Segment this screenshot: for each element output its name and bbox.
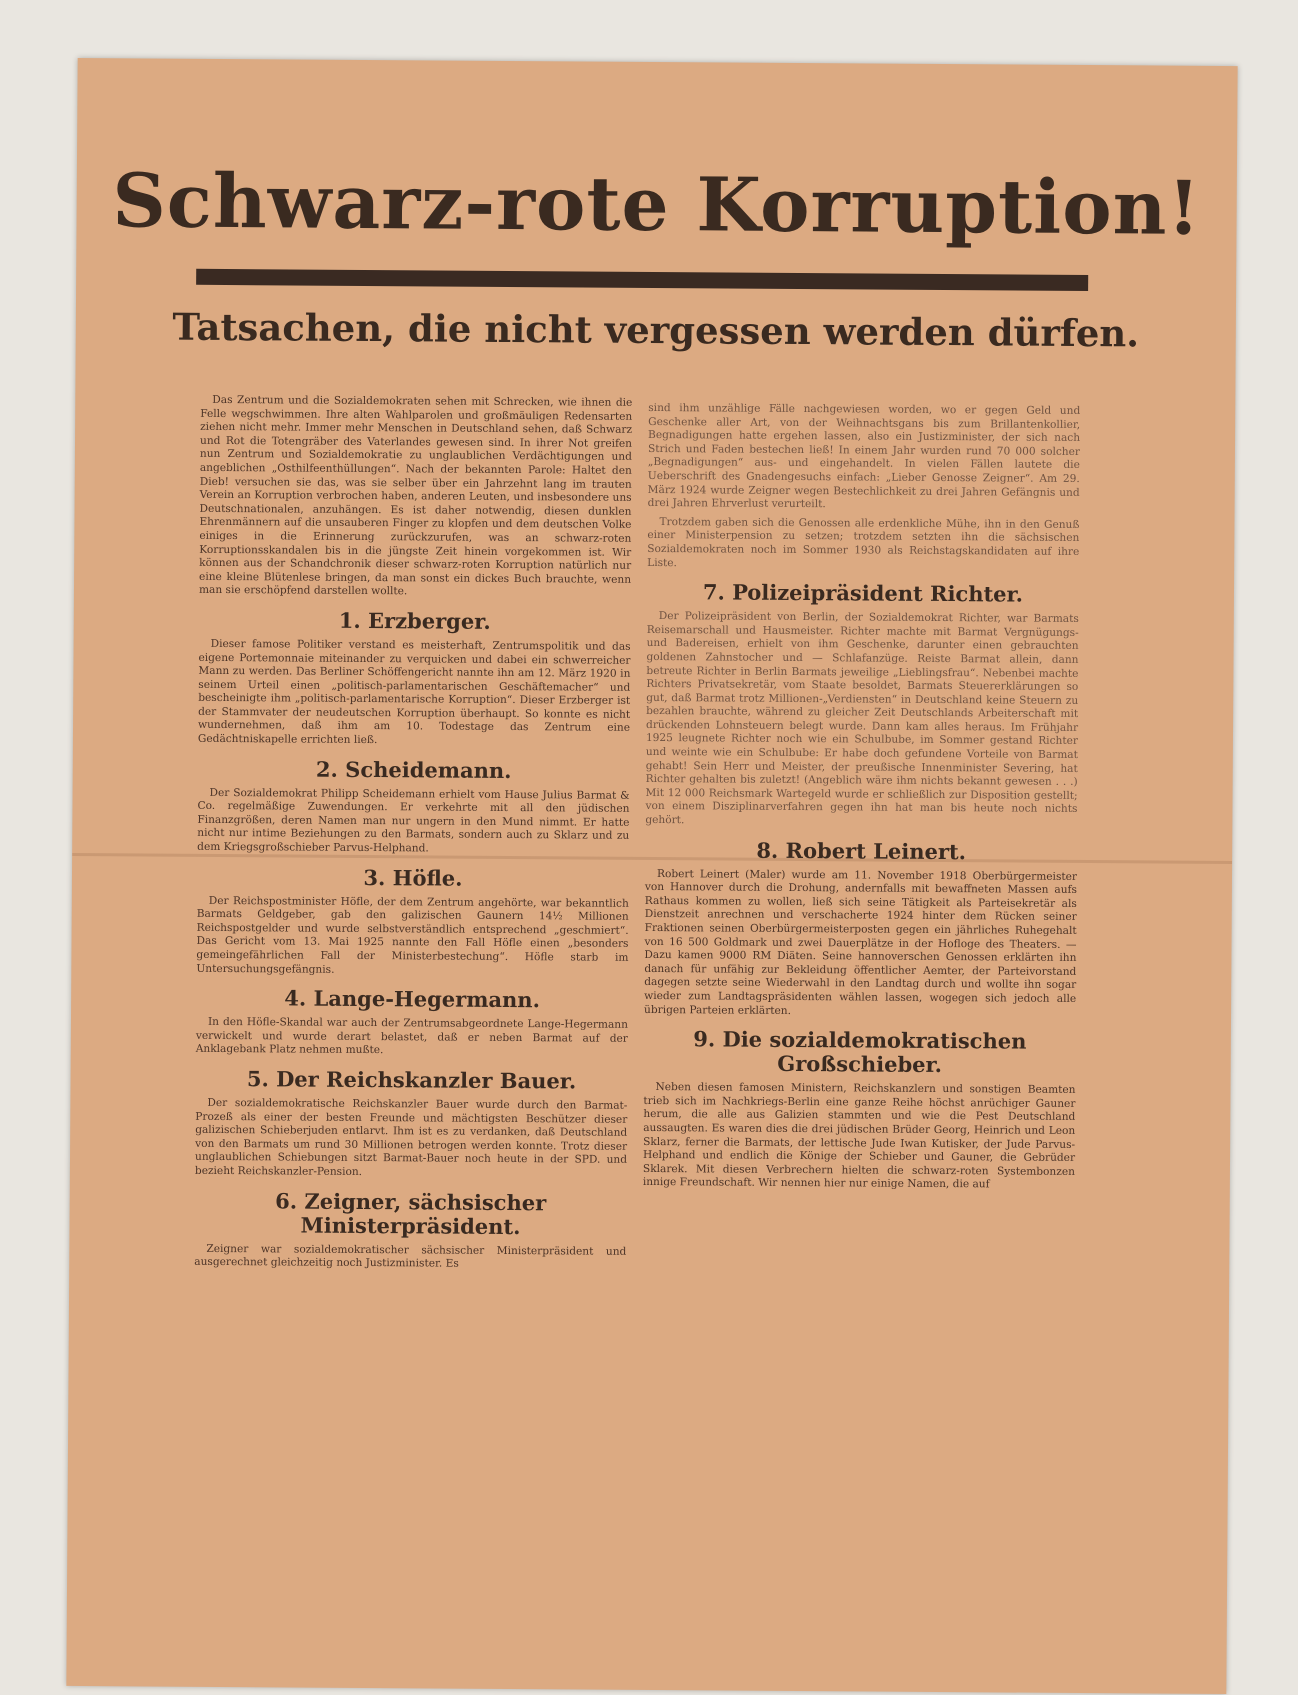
section-text-zeigner-pension: Trotzdem gaben sich die Genossen alle erdenkliche Mühe, ihn in den Genuß einer Ministerpension zu setzen; trotzdem setzten ihn die sächsischen Sozialdemokraten noch im Sommer 1930 als Reichstagskandidaten auf ihre Liste.: [647, 515, 1080, 569]
subheadline: Tatsachen, die nicht vergessen werden dürfen.: [172, 304, 1140, 356]
section-text-leinert: Robert Leinert (Maler) wurde am 11. November 1918 Oberbürgermeister von Hannover durch die Drohung, andernfalls mit bewaffneten Massen aufs Rathaus kommen zu wollen, ließ sich seine Tätigkeit als Parteisekretär als Dienstzeit anrechnen und verschacherte 1924 hinter dem Rücken seiner Fraktionen seinen Oberbürgermeisterposten gegen ein jährliches Ruhegehalt von 16 500 Goldmark und zwei Dauerplätze in der Hofloge des Theaters. — Dazu kamen 9000 RM Diäten. Seine hannoverschen Genossen erklärten ihn danach für unfähig zur Bekleidung öffentlicher Aemter, der Parteivorstand dagegen setzte seine Wiederwahl in den Landtag durch und wollte ihn sogar wieder zum Landtagspräsidenten wählen lassen, wogegen sich jedoch alle übrigen Parteien erklärten.: [644, 867, 1078, 1017]
section-text-scheidemann: Der Sozialdemokrat Philipp Scheidemann erhielt vom Hause Julius Barmat & Co. regelmäßige Zuwendungen. Er verkehrte mit all den jüdischen Finanzgrößen, deren Namen man nur ungern in den Mund nimmt. Er hatte nicht nur intime Beziehungen zu den Barmats, sondern auch zu Sklarz und zu dem Kriegsgroßschieber Parvus-Helphand.: [197, 786, 630, 855]
section-heading-leinert: 8. Robert Leinert.: [756, 837, 967, 864]
section-text-bauer: Der sozialdemokratische Reichskanzler Bauer wurde durch den Barmat-Prozeß als einer der besten Freunde und mächtigsten Beschützer dieser galizischen Schieberjuden entlarvt. Ihm ist es zu verdanken, daß Deutschland von den Barmats um rund 30 Millionen betrogen werden konnte. Trotz dieser unglaublichen Schiebungen sitzt Barmat-Bauer noch heute in der SPD. und bezieht Reichskanzler-Pension.: [194, 1096, 628, 1178]
section-heading-erzberger: 1. Erzberger.: [338, 607, 491, 634]
section-heading-scheidemann: 2. Scheidemann.: [315, 756, 512, 783]
section-text-erzberger: Dieser famose Politiker verstand es meisterhaft, Zentrumspolitik und das eigene Portemonnaie miteinander zu verquicken und dabei ein schwerreicher Mann zu werden. Das Berliner Schöffengericht nannte ihn am 12. März 1920 in seinem Urteil einen „politisch-parlamentarischen Geschäftemacher“ und bescheinigte ihm „politisch-parlamentarische Korruption“. Dieser Erzberger ist der Stammvater der neudeutschen Korruption überhaupt. So konnte es nicht wundernehmen, daß ihm am 10. Todestage das Zentrum eine Gedächtniskapelle errichten ließ.: [197, 637, 631, 747]
left-column: [194, 394, 632, 1278]
headline: Schwarz-rote Korruption!: [112, 158, 1202, 252]
section-heading-grossschieber: 9. Die sozialdemokratischen Großschieber.: [693, 1026, 1027, 1078]
section-text-lange-hegermann: In den Höfle-Skandal war auch der Zentrumsabgeordnete Lange-Hegermann verwickelt und wurde derart belastet, daß er neben Barmat auf der Anklagebank Platz nehmen mußte.: [195, 1016, 629, 1057]
section-heading-lange-hegermann: 4. Lange-Hegermann.: [284, 985, 541, 1013]
intro-paragraph: Das Zentrum und die Sozialdemokraten sehen mit Schrecken, wie ihnen die Felle wegschwimmen. Ihre alten Wahlparolen und großmäuligen Redensarten ziehen nicht mehr. Immer mehr Menschen in Deutschland sehen, daß Schwarz und Rot die Totengräber des Vaterlandes gewesen sind. In ihrer Not greifen nun Zentrum und Sozialdemokratie zu unglaublichen Verdächtigungen und angeblichen „Osthilfeenthüllungen“. Nach der bekannten Parole: Haltet den Dieb! versuchen sie das, was sie selber über ein Jahrzehnt lang im trauten Verein an Korruption verbrochen haben, anderen Leuten, und insbesondere uns Deutschnationalen, anzuhängen. Es ist daher notwendig, diesen dunklen Ehrenmännern auf die unsauberen Finger zu klopfen und dem deutschen Volke einiges in die Erinnerung zurückzurufen, was an schwarz-roten Korruptionsskandalen bis in die jüngste Zeit hinein vorgekommen ist. Wir können aus der Schandchronik dieser schwarz-roten Korruption natürlich nur eine kleine Blütenlese bringen, da man sonst ein dickes Buch brauchte, wenn man sie erschöpfend darstellen wollte.: [198, 393, 633, 598]
section-heading-richter: 7. Polizeipräsident Richter.: [702, 579, 1024, 607]
headline-rule: [196, 269, 1088, 291]
right-column: [643, 402, 1081, 1198]
section-text-zeigner: Zeigner war sozialdemokratischer sächsischer Ministerpräsident und ausgerechnet gleichzeitig noch Justizminister. Es: [194, 1242, 627, 1270]
section-heading-zeigner: 6. Zeigner, sächsischer Ministerpräsident.: [275, 1187, 547, 1239]
section-text-richter: Der Polizeipräsident von Berlin, der Sozialdemokrat Richter, war Barmats Reisemarschall und Hausmeister. Richter machte mit Barmat Vergnügungs- und Badereisen, erhielt von ihm Geschenke, darunter einen gebrauchten goldenen Zahnstocher und — Schlafanzüge. Reiste Barmat allein, dann betreute Richter in Berlin Barmats jeweilige „Lieblingsfrau“. Nebenbei machte Richters Privatsekretär, vom Staate besoldet, Barmats Steuererklärungen so gut, daß Barmat trotz Millionen-„Verdiensten“ in Deutschland keine Steuern zu bezahlen brauchte, während zu gleicher Zeit Deutschlands Arbeiterschaft mit drückenden Lohnsteuern belegt wurde. Dann kam alles heraus. Im Frühjahr 1925 leugnete Richter noch wie ein Schulbube, im Sommer gestand Richter und weinte wie ein Schulbube: Er habe doch gefundene Vorteile von Barmat gehabt! Sein Herr und Meister, der preußische Innenminister Severing, hat Richter gehalten bis zuletzt! (Angeblich wäre ihm nichts bekannt gewesen . . .) Mit 12 000 Reichsmark Wartegeld wurde er schließlich zur Disposition gestellt; von einem Disziplinarverfahren gegen ihn hat man bis heute noch nichts gehört.: [645, 610, 1079, 827]
section-heading-hoefle: 3. Höfle.: [363, 864, 463, 891]
section-text-zeigner-continued: sind ihm unzählige Fälle nachgewiesen worden, wo er gegen Geld und Geschenke aller Art, von der Weihnachtsgans bis zum Brillantenkollier, Begnadigungen hatte ergehen lassen, also ein Justizminister, der sich nach Strich und Faden bestechen ließ! In einem Jahr wurden rund 70 000 solcher „Begnadigungen“ aus- und eingehandelt. In vielen Fällen lautete die Ueberschrift des Gnadengesuchs einfach: „Lieber Genosse Zeigner“. Am 29. März 1924 wurde Zeigner wegen Bestechlichkeit zu drei Jahren Gefängnis und drei Jahren Ehrverlust verurteilt.: [647, 401, 1081, 511]
section-heading-bauer: 5. Der Reichskanzler Bauer.: [246, 1066, 577, 1094]
section-text-grossschieber: Neben diesen famosen Ministern, Reichskanzlern und sonstigen Beamten trieb sich im Nachkriegs-Berlin eine ganze Reihe höchst anrüchiger Gauner herum, die alle aus Galizien stammten und wie die Pest Deutschland aussaugten. Es waren dies die drei jüdischen Brüder Georg, Heinrich und Leon Sklarz, ferner die Barmats, der lettische Jude Iwan Kutisker, der Jude Parvus-Helphand und endlich die Könige der Schieber und Gauner, die Gebrüder Sklarek. Mit diesen Verbrechern hielten die schwarz-roten Systembonzen innige Freundschaft. Wir nennen hier nur einige Namen, die auf: [642, 1081, 1076, 1191]
leaflet-sheet: [66, 58, 1237, 1694]
section-text-hoefle: Der Reichspostminister Höfle, der dem Zentrum angehörte, war bekanntlich Barmats Geldgeber, gab den galizischen Gaunern 14½ Millionen Reichspostgelder und wurde selbstverständlich entsprechend „geschmiert“. Das Gericht vom 13. Mai 1925 nannte den Fall Höfle einen „besonders gemeingefährlichen Fall der Ministerbestechung“. Höfle starb im Untersuchungsgefängnis.: [196, 894, 629, 976]
